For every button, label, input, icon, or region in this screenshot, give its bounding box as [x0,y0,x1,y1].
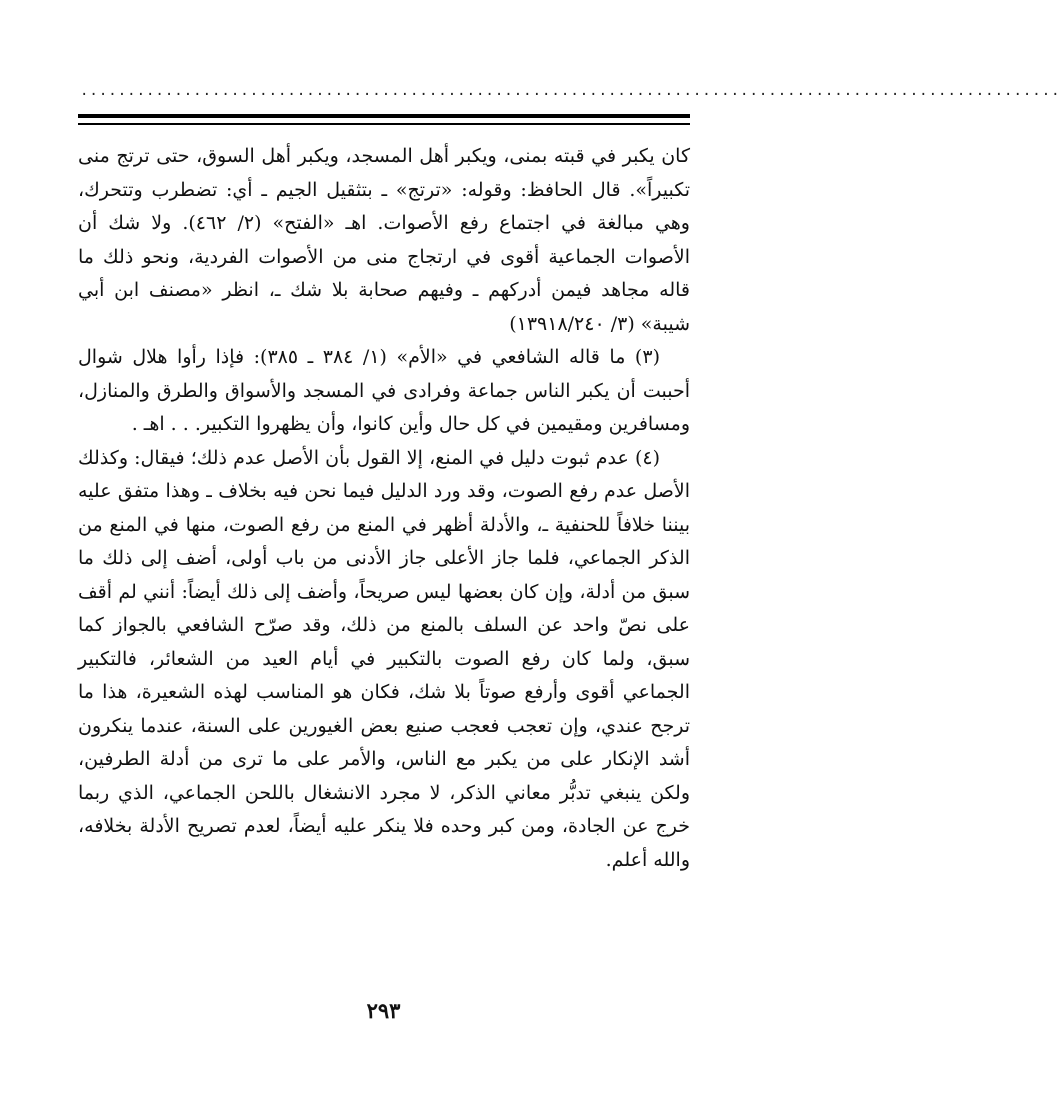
footnote-3: (٣) ما قاله الشافعي في «الأم» (١/ ٣٨٤ ـ ٣٨٥): فإذا رأوا هلال شوال أحببت أن يكبر الناس جماعة وفرادى في المسجد والأسواق والطرق والمنازل، ومسافرين ومقيمين في كل حال وأين كانوا، وأن يظهروا التكبير. . . اهـ . [78,346,690,435]
page-number: ٢٩٣ [366,998,401,1023]
divider-thin-line [78,123,690,125]
footnote-4: (٤) عدم ثبوت دليل في المنع، إلا القول بأن الأصل عدم ذلك؛ فيقال: وكذلك الأصل عدم رفع الصوت، وقد ورد الدليل فيما نحن فيه بخلاف ـ وهذا متفق عليه بيننا خلافاً للحنفية ـ، والأدلة أظهر في المنع من رفع الصوت، منها في المنع من الذكر الجماعي، فلما جاز الأعلى جاز الأدنى من باب أولى، أضف إلى ذلك ما سبق من أدلة، وإن كان بعضها ليس صريحاً، وأضف إلى ذلك أيضاً: أنني لم أقف على نصّ واحد عن السلف بالمنع من ذلك، وقد صرّح الشافعي بالجواز كما سبق، ولما كان رفع الصوت بالتكبير في أيام العيد من الشعائر، فالتكبير الجماعي أقوى وأرفع صوتاً بلا شك، فكان هو المناسب لهذه الشعيرة، هذا ما ترجح عندي، وإن تعجب فعجب صنيع بعض الغيورين على السنة، عندما ينكرون أشد الإنكار على من يكبر مع الناس، والأمر على ما ترى من أدلة الطرفين، ولكن ينبغي تدبُّر معاني الذكر، لا مجرد الانشغال باللحن الجماعي، الذي ربما خرج عن الجادة، ومن كبر وحده فلا ينكر عليه أيضاً، لعدم تصريح الأدلة بخلافه، والله أعلم. [78,446,690,871]
footnote-continuation: كان يكبر في قبته بمنى، ويكبر أهل المسجد، ويكبر أهل السوق، حتى ترتج منى تكبيراً». قال الحافظ: وقوله: «ترتج» ـ بتثقيل الجيم ـ أي: تضطرب وتتحرك، وهي مبالغة في اجتماع رفع الأصوات. اهـ «الفتح» (٢/ ٤٦٢). ولا شك أن الأصوات الجماعية أقوى في ارتجاج منى من الأصوات الفردية، ونحو ذلك ما قاله مجاهد فيمن أدركهم ـ وفيهم صحابة بلا شك ـ، انظر «مصنف ابن أبي شيبة» (٣/ ١٣٩١٨/٢٤٠) [78,145,690,335]
divider-thick-line [78,114,690,118]
dotted-separator: ........................................................................................................ [80,83,1061,99]
footnote-divider [78,114,690,126]
footnotes-text [78,140,690,877]
